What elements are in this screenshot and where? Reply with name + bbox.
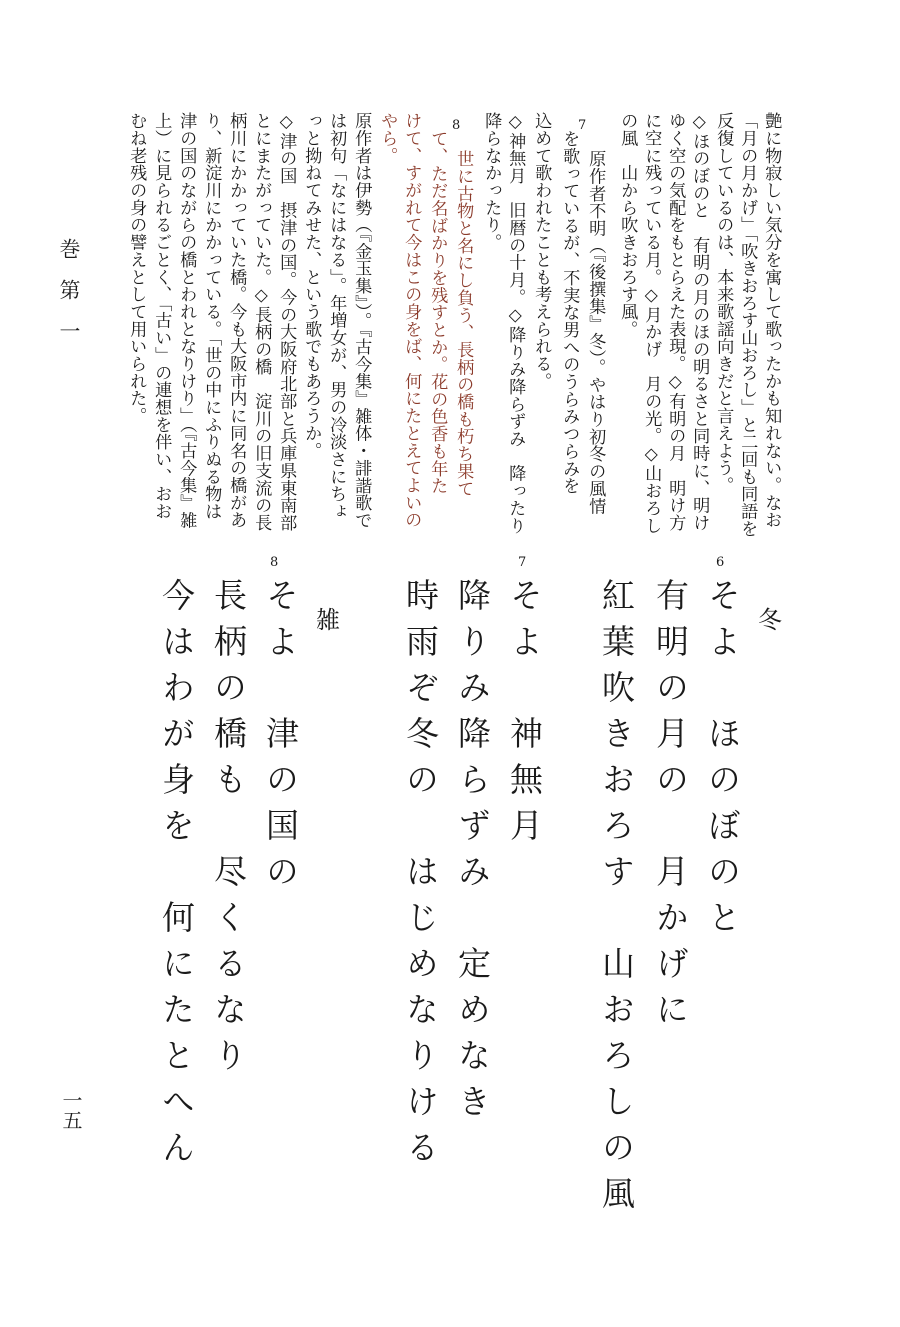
section-heading-winter: 冬	[758, 606, 782, 634]
commentary-line: 津の国のながらの橋とわれとなりけり」（『古今集』雑	[176, 112, 197, 529]
translation-line: 世に古物と名にし負う、長柄の橋も朽ち果て	[453, 150, 474, 497]
translation-line: けて、すがれて今はこの身をば、何にたとえてよいの	[401, 112, 422, 529]
poem-6-line-1: そよ ほのぼのと	[703, 578, 742, 946]
commentary-number-7: 7	[578, 118, 587, 133]
commentary-line: 反復しているのは、本来歌謡向きだと言えよう。	[713, 112, 734, 494]
commentary-line: ◇神無月 旧暦の十月。◇降りみ降らずみ 降ったり	[505, 112, 526, 534]
poem-7-line-1: そよ 神無月	[505, 578, 544, 854]
poem-6-line-2: 有明の月の 月かげに	[651, 578, 690, 1038]
poem-8-line-2: 長柄の橋も 尽くるなり	[209, 578, 248, 1084]
running-head: 巻第一	[57, 238, 81, 361]
commentary-line: 「月の月かげ」「吹きおろす山おろし」と二回も同語を	[737, 112, 758, 538]
commentary-line: を歌っているが、不実な男へのうらみつらみを	[559, 130, 580, 495]
commentary-line: 原作者不明（『後撰集』冬）。やはり初冬の風情	[585, 150, 606, 515]
poem-7-line-2: 降りみ降らずみ 定めなき	[453, 578, 492, 1130]
poem-8-line-3: 今はわが身を 何にたとへん	[157, 578, 196, 1176]
poem-6-line-3: 紅葉吹きおろす 山おろしの風	[597, 578, 636, 1222]
poem-8-line-1: そよ 津の国の	[261, 578, 300, 900]
translation-line: やら。	[377, 112, 398, 165]
poem-number-6: 6	[716, 555, 725, 570]
translation-line: て、ただ名ばかりを残すとか。花の色香も年た	[427, 130, 448, 495]
commentary-line: り、新淀川にかかっている。「世の中にふりぬる物は	[201, 112, 222, 520]
commentary-line: 艶に物寂しい気分を寓して歌ったかも知れない。なお	[761, 112, 782, 529]
commentary-line: ゆく空の気配をもとらえた表現。◇有明の月 明け方	[665, 112, 686, 532]
commentary-line: 降らなかったり。	[481, 112, 502, 251]
commentary-line: 込めて歌われたことも考えられる。	[531, 112, 552, 390]
commentary-line: 柄川にかかっていた橋。今も大阪市内に同名の橋があ	[226, 112, 247, 529]
commentary-line: は初句「なにはなる」。年増女が、男の冷淡さにちょ	[326, 112, 347, 520]
commentary-line: ◇ほのぼのと 有明の月のほの明るさと同時に、明け	[689, 112, 710, 532]
poem-number-8: 8	[270, 555, 279, 570]
poem-number-7: 7	[518, 555, 527, 570]
commentary-line: 上）に見られるごとく、「古い」の連想を伴い、おお	[151, 112, 172, 520]
commentary-line: に空に残っている月。◇月かげ 月の光。◇山おろし	[641, 112, 662, 534]
commentary-line: っと拗ねてみせた、という歌でもあろうか。	[301, 112, 322, 459]
commentary-line: 原作者は伊勢（『金玉集』）。『古今集』雑体・誹諧歌で	[351, 112, 372, 529]
commentary-line: ◇津の国 摂津の国。今の大阪府北部と兵庫県東南部	[276, 112, 297, 532]
page-number: 一五	[59, 1090, 83, 1130]
commentary-number-8: 8	[452, 118, 461, 133]
section-heading-misc: 雑	[316, 606, 340, 634]
commentary-line: むね老残の身の譬えとして用いられた。	[126, 112, 147, 425]
poem-7-line-3: 時雨ぞ冬の はじめなりける	[401, 578, 440, 1176]
commentary-line: の風 山から吹きおろす風。	[617, 112, 638, 338]
commentary-line: とにまたがっていた。◇長柄の橋 淀川の旧支流の長	[251, 112, 272, 532]
